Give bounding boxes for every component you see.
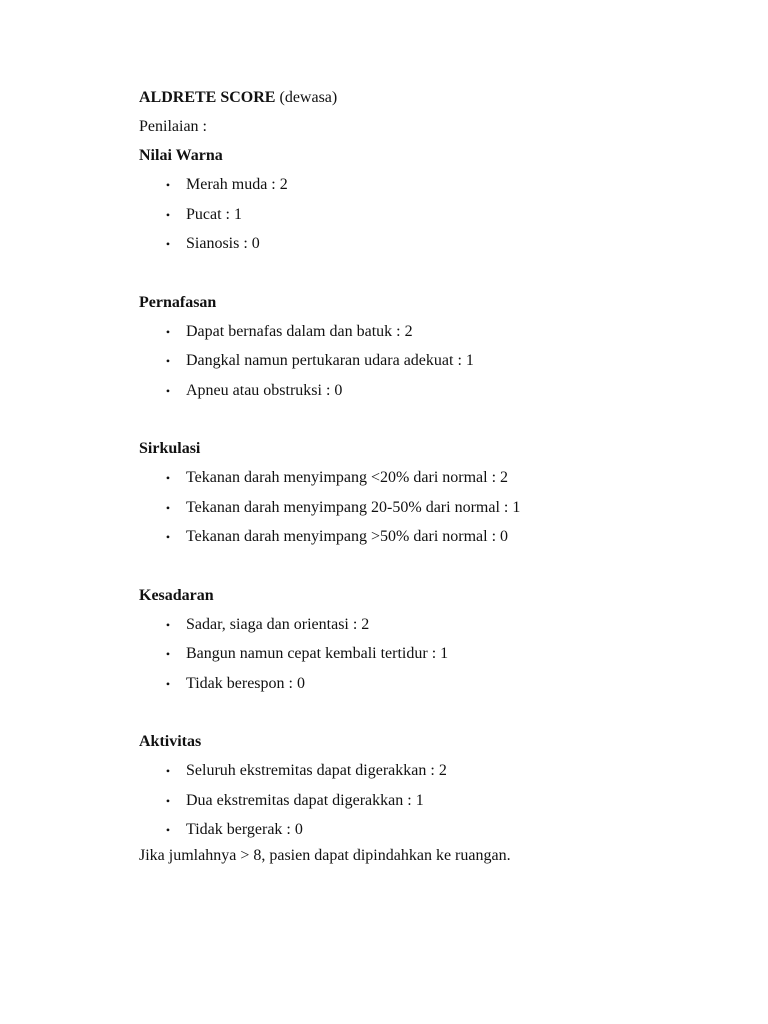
bullet-icon: • <box>165 471 171 485</box>
bullet-icon: • <box>165 500 171 515</box>
bullet-icon: • <box>165 237 171 251</box>
list-item <box>139 173 739 197</box>
intro-text: Penilaian : <box>139 118 207 135</box>
list-item-text: Tekanan darah menyimpang <20% dari normal : 2 <box>186 469 509 486</box>
section-gap <box>139 262 739 291</box>
list-item <box>139 466 739 490</box>
list-item <box>139 232 739 256</box>
list-item-text: Dangkal namun pertukaran udara adekuat : 1 <box>186 352 474 369</box>
document-page <box>139 86 739 868</box>
list-item <box>139 320 739 344</box>
section-list <box>139 173 739 256</box>
bullet-icon: • <box>165 793 171 808</box>
bullet-icon: • <box>165 823 171 837</box>
list-item <box>139 525 739 549</box>
list-item-text: Tekanan darah menyimpang >50% dari normal : 0 <box>186 528 509 545</box>
list-item-text: Apneu atau obstruksi : 0 <box>186 381 343 399</box>
section-0 <box>139 144 739 256</box>
list-item-text: Tekanan darah menyimpang 20-50% dari normal : 1 <box>186 498 521 516</box>
bullet-icon: • <box>165 617 171 632</box>
list-item <box>139 379 739 403</box>
list-item <box>139 642 739 666</box>
bullet-icon: • <box>165 354 171 368</box>
section-1 <box>139 291 739 403</box>
section-gap <box>139 408 739 437</box>
bullet-icon: • <box>165 530 171 544</box>
bullet-icon: • <box>165 383 171 398</box>
section-2 <box>139 437 739 549</box>
title-main: ALDRETE SCORE <box>139 89 276 106</box>
section-gap <box>139 701 739 730</box>
list-item <box>139 672 739 696</box>
list-item <box>139 203 739 227</box>
section-gap <box>139 555 739 584</box>
list-item-text: Tidak bergerak : 0 <box>186 821 303 838</box>
score-sections <box>139 144 739 842</box>
list-item-text: Dua ekstremitas dapat digerakkan : 1 <box>186 791 424 809</box>
section-list <box>139 466 739 549</box>
list-item-text: Dapat bernafas dalam dan batuk : 2 <box>186 322 413 340</box>
list-item-text: Seluruh ekstremitas dapat digerakkan : 2 <box>186 762 447 779</box>
bullet-icon: • <box>165 676 171 691</box>
section-heading: Pernafasan <box>139 293 217 311</box>
section-list <box>139 320 739 403</box>
bullet-icon: • <box>165 647 171 661</box>
list-item <box>139 613 739 637</box>
list-item <box>139 759 739 783</box>
list-item <box>139 818 739 842</box>
list-item-text: Merah muda : 2 <box>186 176 288 193</box>
title-subtitle: (dewasa) <box>275 89 338 106</box>
section-heading: Kesadaran <box>139 586 214 604</box>
list-item-text: Pucat : 1 <box>186 205 242 223</box>
bullet-icon: • <box>165 764 171 778</box>
section-list <box>139 613 739 696</box>
list-item-text: Sianosis : 0 <box>186 235 260 252</box>
section-3 <box>139 584 739 696</box>
section-heading: Nilai Warna <box>139 147 223 164</box>
section-4 <box>139 730 739 842</box>
list-item-text: Sadar, siaga dan orientasi : 2 <box>186 615 370 633</box>
conclusion-text: Jika jumlahnya > 8, pasien dapat dipindahkan ke ruangan. <box>139 846 511 864</box>
bullet-icon: • <box>165 207 171 222</box>
section-list <box>139 759 739 842</box>
section-heading: Aktivitas <box>139 733 202 750</box>
list-item <box>139 349 739 373</box>
section-heading: Sirkulasi <box>139 440 201 457</box>
list-item-text: Tidak berespon : 0 <box>186 674 305 692</box>
document-title <box>139 86 739 110</box>
list-item <box>139 789 739 813</box>
list-item-text: Bangun namun cepat kembali tertidur : 1 <box>186 645 449 662</box>
list-item <box>139 496 739 520</box>
bullet-icon: • <box>165 178 171 192</box>
bullet-icon: • <box>165 324 171 339</box>
